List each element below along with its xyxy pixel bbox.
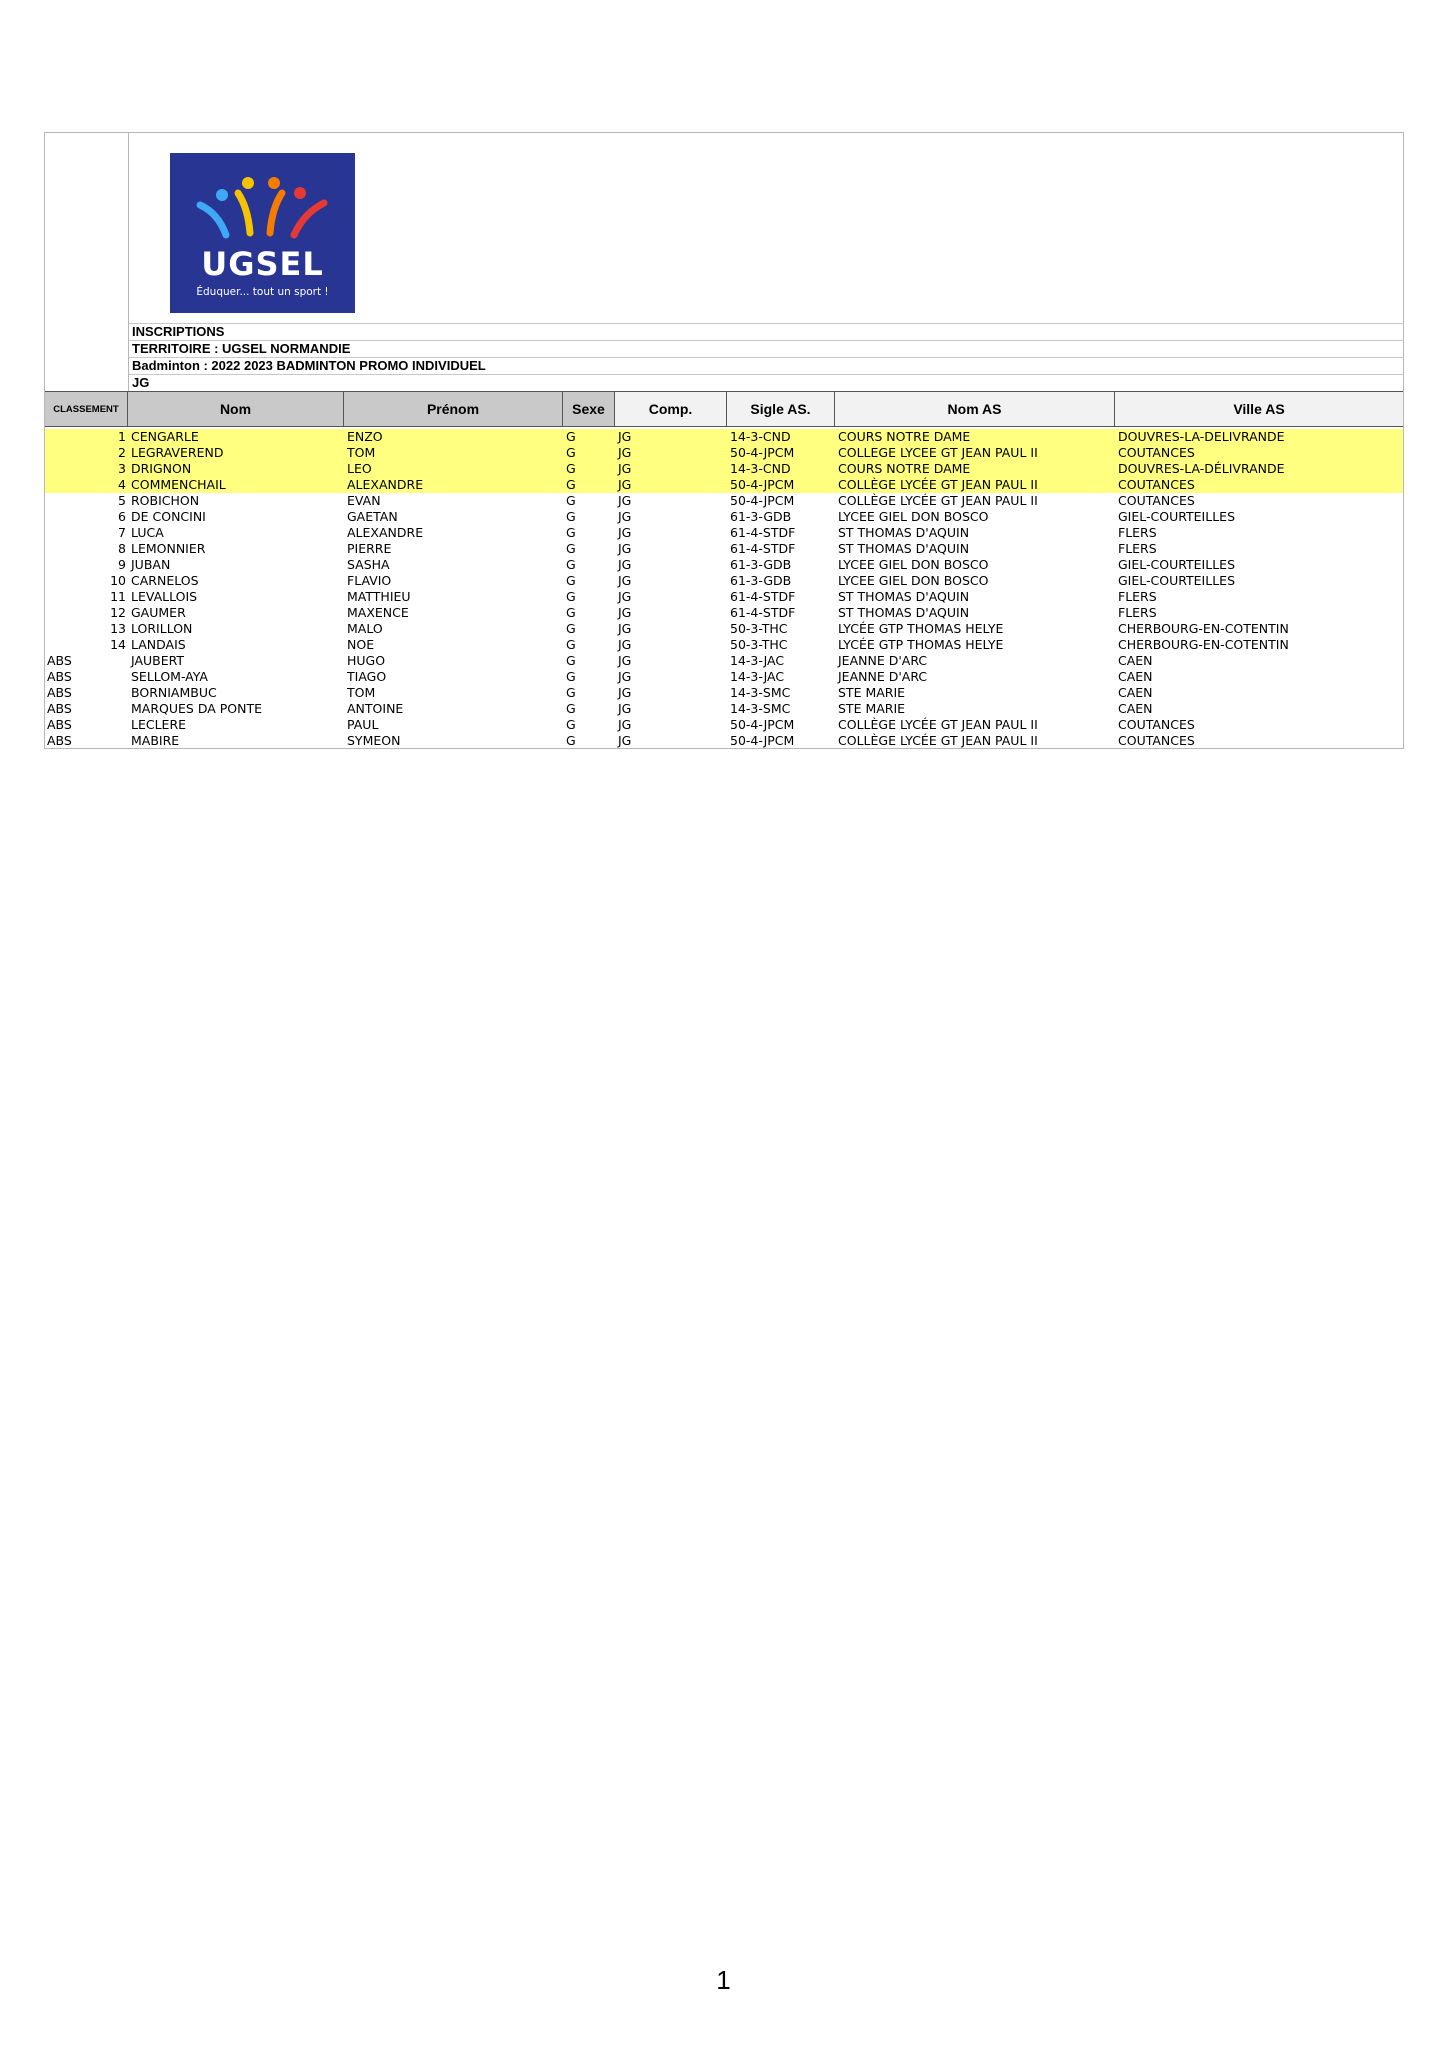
cell-prenom: TIAGO [347, 669, 387, 684]
cell-ville: CAEN [1118, 669, 1153, 684]
results-table-body [45, 429, 1403, 749]
table-row [45, 701, 1403, 717]
cell-nom: MARQUES DA PONTE [131, 701, 263, 716]
cell-nom: LEGRAVEREND [131, 445, 224, 460]
cell-sexe: G [566, 445, 576, 460]
cell-classement [45, 685, 128, 701]
cell-prenom: EVAN [347, 493, 381, 508]
title-territoire: TERRITOIRE : UGSEL NORMANDIE [129, 340, 1404, 356]
cell-classement [45, 477, 128, 493]
cell-classement [45, 493, 128, 509]
cell-sigle: 61-4-STDF [730, 541, 796, 556]
cell-rank: 4 [118, 477, 126, 492]
cell-prenom: ALEXANDRE [347, 525, 424, 540]
cell-ville: FLERS [1118, 541, 1157, 556]
cell-status: ABS [47, 717, 72, 732]
table-row [45, 477, 1403, 493]
cell-comp: JG [618, 541, 632, 556]
cell-sexe: G [566, 733, 576, 748]
cell-ville: FLERS [1118, 525, 1157, 540]
cell-classement [45, 605, 128, 621]
ugsel-logo [170, 153, 355, 313]
cell-comp: JG [618, 621, 632, 636]
left-margin-column [45, 133, 129, 391]
cell-nom-as: LYCÉE GTP THOMAS HELYE [838, 621, 1004, 636]
cell-sexe: G [566, 653, 576, 668]
cell-rank: 14 [110, 637, 126, 652]
cell-comp: JG [618, 525, 632, 540]
page-number: 1 [716, 1965, 731, 1995]
cell-nom: DE CONCINI [131, 509, 206, 524]
cell-prenom: ENZO [347, 429, 383, 444]
col-ville-as: Ville AS [1115, 392, 1403, 426]
cell-nom-as: LYCEE GIEL DON BOSCO [838, 557, 989, 572]
cell-classement [45, 733, 128, 749]
table-row [45, 461, 1403, 477]
cell-sexe: G [566, 573, 576, 588]
cell-ville: CHERBOURG-EN-COTENTIN [1118, 637, 1289, 652]
cell-nom-as: COLLÈGE LYCÉE GT JEAN PAUL II [838, 733, 1038, 748]
col-nom: Nom [128, 392, 344, 426]
cell-sexe: G [566, 477, 576, 492]
col-comp: Comp. [615, 392, 727, 426]
table-row [45, 509, 1403, 525]
cell-nom: LECLERE [131, 717, 187, 732]
cell-rank: 3 [118, 461, 126, 476]
cell-sigle: 61-3-GDB [730, 557, 792, 572]
cell-sigle: 61-4-STDF [730, 589, 796, 604]
cell-sigle: 50-3-THC [730, 621, 788, 636]
cell-sexe: G [566, 669, 576, 684]
cell-prenom: PAUL [347, 717, 379, 732]
cell-ville: COUTANCES [1118, 733, 1195, 748]
cell-sigle: 61-3-GDB [730, 573, 792, 588]
cell-nom: DRIGNON [131, 461, 192, 476]
cell-nom: LEMONNIER [131, 541, 206, 556]
title-inscriptions: INSCRIPTIONS [129, 323, 1404, 339]
cell-prenom: ALEXANDRE [347, 477, 424, 492]
cell-sexe: G [566, 685, 576, 700]
cell-sexe: G [566, 509, 576, 524]
cell-comp: JG [618, 429, 632, 444]
cell-classement [45, 669, 128, 685]
cell-prenom: SYMEON [347, 733, 401, 748]
table-row [45, 541, 1403, 557]
cell-comp: JG [618, 669, 632, 684]
cell-nom: CENGARLE [131, 429, 199, 444]
cell-ville: COUTANCES [1118, 493, 1195, 508]
cell-prenom: MATTHIEU [347, 589, 411, 604]
cell-sigle: 61-4-STDF [730, 605, 796, 620]
cell-sigle: 61-4-STDF [730, 525, 796, 540]
cell-comp: JG [618, 493, 632, 508]
cell-prenom: TOM [347, 685, 376, 700]
cell-ville: COUTANCES [1118, 477, 1195, 492]
cell-comp: JG [618, 637, 632, 652]
cell-nom: LANDAIS [131, 637, 186, 652]
table-row [45, 429, 1403, 445]
cell-rank: 2 [118, 445, 126, 460]
cell-nom: LEVALLOIS [131, 589, 198, 604]
cell-classement [45, 541, 128, 557]
cell-classement [45, 445, 128, 461]
cell-ville: COUTANCES [1118, 445, 1195, 460]
cell-sexe: G [566, 525, 576, 540]
cell-nom: JUBAN [131, 557, 171, 572]
cell-prenom: TOM [347, 445, 376, 460]
logo-tagline: Éduquer... tout un sport ! [196, 286, 329, 298]
cell-sigle: 50-4-JPCM [730, 477, 795, 492]
cell-sigle: 14-3-JAC [730, 669, 785, 684]
cell-status: ABS [47, 685, 72, 700]
column-header-row [45, 391, 1403, 427]
cell-comp: JG [618, 557, 632, 572]
cell-status: ABS [47, 669, 72, 684]
cell-nom: SELLOM-AYA [131, 669, 208, 684]
cell-comp: JG [618, 509, 632, 524]
cell-nom-as: ST THOMAS D'AQUIN [838, 605, 970, 620]
cell-sigle: 14-3-SMC [730, 685, 791, 700]
cell-sigle: 14-3-CND [730, 429, 791, 444]
cell-rank: 5 [118, 493, 126, 508]
cell-prenom: GAETAN [347, 509, 398, 524]
table-row [45, 573, 1403, 589]
cell-sexe: G [566, 541, 576, 556]
cell-sigle: 14-3-SMC [730, 701, 791, 716]
cell-nom: BORNIAMBUC [131, 685, 217, 700]
cell-prenom: SASHA [347, 557, 390, 572]
cell-prenom: FLAVIO [347, 573, 392, 588]
cell-comp: JG [618, 685, 632, 700]
cell-comp: JG [618, 701, 632, 716]
cell-status: ABS [47, 653, 72, 668]
cell-rank: 12 [110, 605, 126, 620]
cell-sigle: 50-4-JPCM [730, 733, 795, 748]
cell-classement [45, 653, 128, 669]
title-competition: Badminton : 2022 2023 BADMINTON PROMO INDIVIDUEL [129, 357, 1404, 373]
cell-ville: COUTANCES [1118, 717, 1195, 732]
cell-rank: 6 [118, 509, 126, 524]
cell-sigle: 50-4-JPCM [730, 445, 795, 460]
cell-status: ABS [47, 701, 72, 716]
cell-ville: GIEL-COURTEILLES [1118, 557, 1235, 572]
cell-nom: CARNELOS [131, 573, 199, 588]
cell-nom-as: LYCEE GIEL DON BOSCO [838, 573, 989, 588]
cell-sexe: G [566, 493, 576, 508]
cell-sexe: G [566, 461, 576, 476]
col-classement: CLASSEMENT [45, 392, 128, 426]
cell-classement [45, 557, 128, 573]
cell-nom: LUCA [131, 525, 164, 540]
cell-status: ABS [47, 733, 72, 748]
table-row [45, 653, 1403, 669]
cell-comp: JG [618, 477, 632, 492]
table-row [45, 685, 1403, 701]
cell-prenom: LEO [347, 461, 372, 476]
col-sexe: Sexe [563, 392, 615, 426]
cell-nom-as: LYCÉE GTP THOMAS HELYE [838, 637, 1004, 652]
table-row [45, 525, 1403, 541]
cell-prenom: HUGO [347, 653, 386, 668]
cell-nom: MABIRE [131, 733, 180, 748]
cell-classement [45, 509, 128, 525]
cell-sigle: 61-3-GDB [730, 509, 792, 524]
cell-comp: JG [618, 653, 632, 668]
col-nom-as: Nom AS [835, 392, 1115, 426]
cell-sexe: G [566, 557, 576, 572]
cell-comp: JG [618, 445, 632, 460]
table-row [45, 445, 1403, 461]
cell-sexe: G [566, 605, 576, 620]
cell-nom-as: COLLEGE LYCEE GT JEAN PAUL II [838, 445, 1038, 460]
col-prenom: Prénom [344, 392, 563, 426]
table-row [45, 637, 1403, 653]
cell-nom-as: COLLÈGE LYCÉE GT JEAN PAUL II [838, 477, 1038, 492]
cell-sexe: G [566, 717, 576, 732]
table-row [45, 717, 1403, 733]
cell-nom-as: ST THOMAS D'AQUIN [838, 589, 970, 604]
table-row [45, 605, 1403, 621]
cell-ville: CHERBOURG-EN-COTENTIN [1118, 621, 1289, 636]
cell-nom-as: LYCEE GIEL DON BOSCO [838, 509, 989, 524]
cell-rank: 7 [118, 525, 126, 540]
cell-comp: JG [618, 461, 632, 476]
cell-rank: 9 [118, 557, 126, 572]
cell-sexe: G [566, 621, 576, 636]
table-row [45, 669, 1403, 685]
cell-nom-as: COLLÈGE LYCÉE GT JEAN PAUL II [838, 717, 1038, 732]
cell-comp: JG [618, 605, 632, 620]
cell-nom: JAUBERT [131, 653, 185, 668]
cell-ville: CAEN [1118, 653, 1153, 668]
table-row [45, 557, 1403, 573]
cell-prenom: PIERRE [347, 541, 392, 556]
cell-ville: FLERS [1118, 605, 1157, 620]
logo-brand-text: UGSEL [201, 245, 324, 283]
table-row [45, 621, 1403, 637]
cell-classement [45, 621, 128, 637]
cell-classement [45, 573, 128, 589]
cell-prenom: NOE [347, 637, 375, 652]
cell-sexe: G [566, 637, 576, 652]
cell-classement [45, 461, 128, 477]
cell-rank: 8 [118, 541, 126, 556]
spreadsheet-page [44, 132, 1404, 749]
cell-nom: LORILLON [131, 621, 193, 636]
cell-ville: GIEL-COURTEILLES [1118, 573, 1235, 588]
col-sigle: Sigle AS. [727, 392, 835, 426]
cell-nom-as: JEANNE D'ARC [838, 653, 928, 668]
cell-ville: CAEN [1118, 685, 1153, 700]
cell-nom-as: COURS NOTRE DAME [838, 461, 971, 476]
cell-classement [45, 701, 128, 717]
cell-sigle: 50-3-THC [730, 637, 788, 652]
cell-sexe: G [566, 701, 576, 716]
cell-nom-as: STE MARIE [838, 701, 906, 716]
table-row [45, 733, 1403, 749]
cell-prenom: ANTOINE [347, 701, 404, 716]
cell-sexe: G [566, 429, 576, 444]
cell-classement [45, 525, 128, 541]
title-category: JG [129, 374, 1404, 390]
cell-ville: DOUVRES-LA-DÉLIVRANDE [1118, 461, 1285, 476]
cell-nom-as: ST THOMAS D'AQUIN [838, 541, 970, 556]
cell-nom-as: COLLÈGE LYCÉE GT JEAN PAUL II [838, 493, 1038, 508]
cell-classement [45, 429, 128, 445]
cell-rank: 13 [110, 621, 126, 636]
cell-ville: FLERS [1118, 589, 1157, 604]
cell-nom: GAUMER [131, 605, 186, 620]
cell-ville: CAEN [1118, 701, 1153, 716]
cell-sigle: 14-3-CND [730, 461, 791, 476]
cell-comp: JG [618, 733, 632, 748]
cell-nom-as: ST THOMAS D'AQUIN [838, 525, 970, 540]
cell-rank: 1 [118, 429, 126, 444]
cell-nom: COMMENCHAIL [131, 477, 226, 492]
cell-sigle: 50-4-JPCM [730, 493, 795, 508]
cell-sigle: 14-3-JAC [730, 653, 785, 668]
cell-comp: JG [618, 589, 632, 604]
table-row [45, 589, 1403, 605]
cell-nom-as: STE MARIE [838, 685, 906, 700]
cell-nom-as: COURS NOTRE DAME [838, 429, 971, 444]
cell-rank: 11 [110, 589, 126, 604]
cell-comp: JG [618, 573, 632, 588]
cell-classement [45, 717, 128, 733]
cell-nom: ROBICHON [131, 493, 200, 508]
cell-sexe: G [566, 589, 576, 604]
cell-comp: JG [618, 717, 632, 732]
cell-sigle: 50-4-JPCM [730, 717, 795, 732]
table-row [45, 493, 1403, 509]
cell-prenom: MALO [347, 621, 383, 636]
cell-classement [45, 637, 128, 653]
cell-ville: GIEL-COURTEILLES [1118, 509, 1235, 524]
cell-nom-as: JEANNE D'ARC [838, 669, 928, 684]
cell-prenom: MAXENCE [347, 605, 409, 620]
cell-ville: DOUVRES-LA-DELIVRANDE [1118, 429, 1285, 444]
cell-classement [45, 589, 128, 605]
cell-rank: 10 [110, 573, 126, 588]
